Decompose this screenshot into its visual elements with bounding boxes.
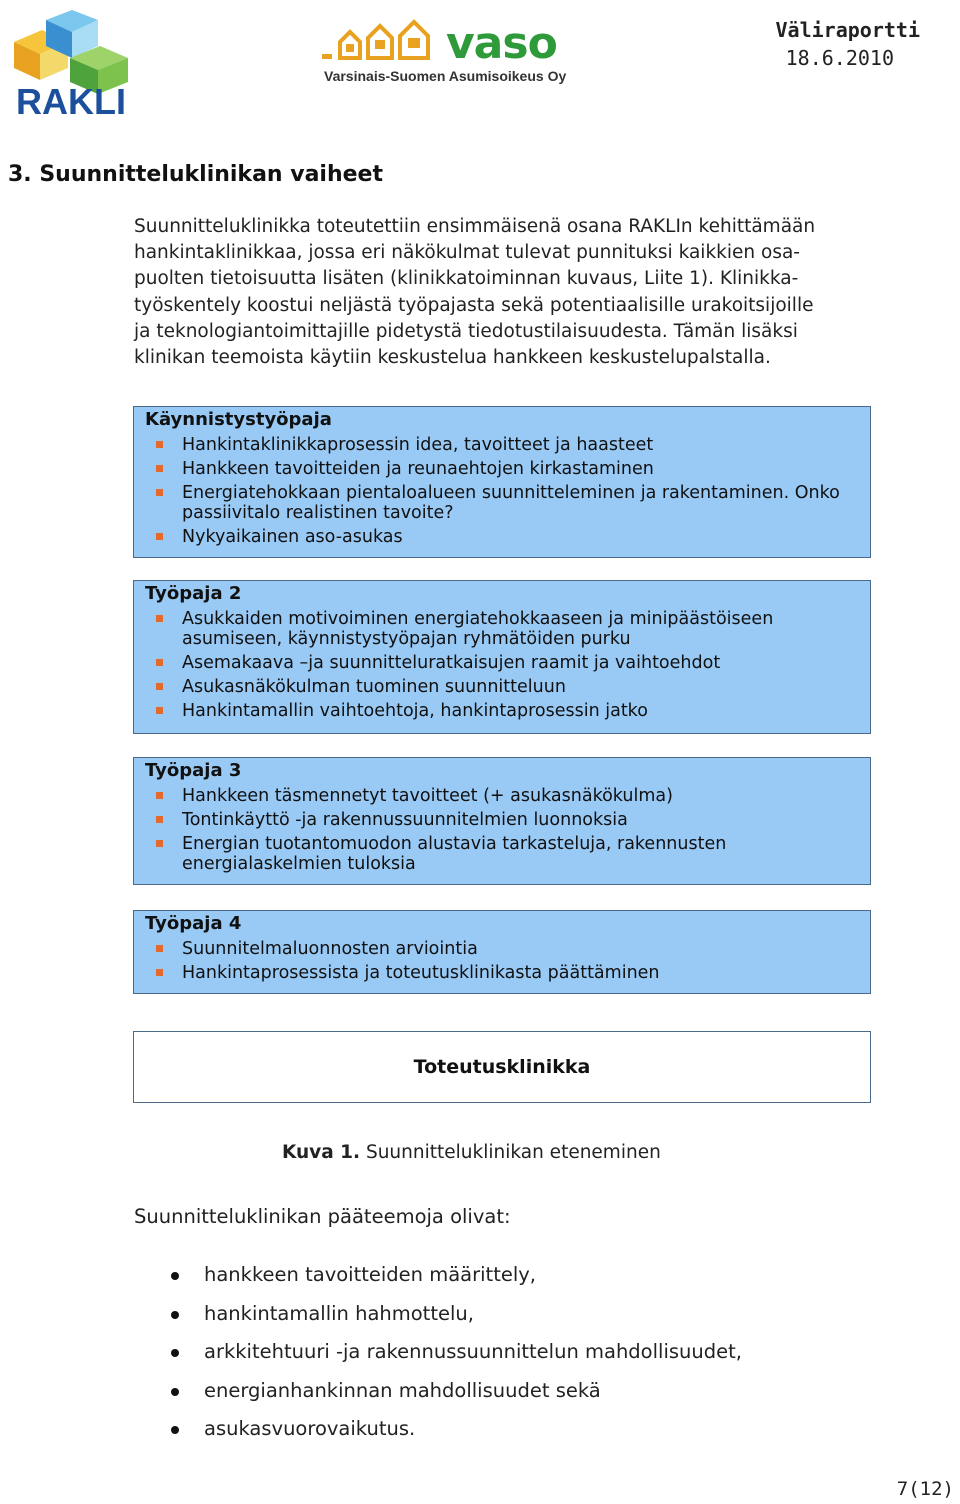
bullet-dot-icon — [171, 1349, 179, 1357]
box-item: Asemakaava –ja suunnitteluratkaisujen raamit ja vaihtoehdot — [156, 653, 856, 673]
box-item: Hankkeen tavoitteiden ja reunaehtojen kirkastaminen — [156, 459, 856, 479]
bullet-dot-icon — [171, 1272, 179, 1280]
square-bullet-icon — [156, 441, 163, 448]
square-bullet-icon — [156, 683, 163, 690]
bullet-dot-icon — [171, 1311, 179, 1319]
square-bullet-icon — [156, 969, 163, 976]
intro-line: työskentely koostui neljästä työpajasta sekä potentiaalisille urakoitsijoille — [134, 294, 814, 316]
square-bullet-icon — [156, 816, 163, 823]
implementation-clinic-label: Toteutusklinikka — [413, 1056, 591, 1078]
figure-caption — [282, 1142, 661, 1163]
box-title: Työpaja 4 — [145, 913, 242, 934]
implementation-clinic-box — [133, 1031, 871, 1103]
vaso-logo-text: vaso — [446, 18, 557, 69]
box-title: Työpaja 3 — [145, 760, 242, 781]
square-bullet-icon — [156, 659, 163, 666]
box-item: Energian tuotantomuodon alustavia tarkasteluja, rakennusten energialaskelmien tuloksia — [156, 834, 856, 874]
square-bullet-icon — [156, 615, 163, 622]
square-bullet-icon — [156, 840, 163, 847]
theme-item: hankkeen tavoitteiden määrittely, — [168, 1256, 742, 1295]
intro-line: klinikan teemoista käytiin keskustelua hankkeen keskustelupalstalla. — [134, 347, 771, 369]
vaso-logo — [318, 18, 598, 90]
themes-list — [168, 1256, 742, 1449]
square-bullet-icon — [156, 533, 163, 540]
square-bullet-icon — [156, 945, 163, 952]
report-date: 18.6.2010 — [785, 46, 894, 70]
box-item: Suunnitelmaluonnosten arviointia — [156, 939, 856, 959]
vaso-subtitle: Varsinais-Suomen Asumisoikeus Oy — [324, 68, 567, 84]
box-title: Työpaja 2 — [145, 583, 242, 604]
theme-item: hankintamallin hahmottelu, — [168, 1295, 742, 1334]
themes-intro: Suunnitteluklinikan pääteemoja olivat: — [134, 1205, 511, 1228]
box-item: Energiatehokkaan pientaloalueen suunnitteleminen ja rakentaminen. Onko passiivitalo realistinen tavoite? — [156, 483, 856, 523]
intro-line: hankintaklinikkaa, jossa eri näkökulmat tulevat punnituksi kaikkien osa- — [134, 242, 800, 264]
box-item: Asukasnäkökulman tuominen suunnitteluun — [156, 677, 856, 697]
workshop-box-3 — [133, 757, 871, 885]
box-item-list — [156, 939, 856, 987]
square-bullet-icon — [156, 465, 163, 472]
box-item: Asukkaiden motivoiminen energiatehokkaaseen ja minipäästöiseen asumiseen, käynnistystyöpajan ryhmätöiden purku — [156, 609, 856, 649]
square-bullet-icon — [156, 707, 163, 714]
box-item-list — [156, 786, 856, 878]
workshop-box-4 — [133, 910, 871, 994]
bullet-dot-icon — [171, 1388, 179, 1396]
bullet-dot-icon — [171, 1426, 179, 1434]
box-item: Hankintaprosessista ja toteutusklinikasta päättäminen — [156, 963, 856, 983]
square-bullet-icon — [156, 489, 163, 496]
theme-item: arkkitehtuuri -ja rakennussuunnittelun mahdollisuudet, — [168, 1333, 742, 1372]
intro-line: Suunnitteluklinikka toteutettiin ensimmäisenä osana RAKLIn kehittämään — [134, 216, 816, 237]
report-title: Väliraportti — [775, 18, 920, 42]
intro-line: puolten tietoisuutta lisäten (klinikkatoiminnan kuvaus, Liite 1). Klinikka- — [134, 268, 799, 290]
workshop-box-2 — [133, 580, 871, 734]
box-item: Nykyaikainen aso-asukas — [156, 527, 856, 547]
page-number: 7(12) — [896, 1478, 954, 1500]
theme-item: asukasvuorovaikutus. — [168, 1410, 742, 1449]
box-item: Hankintamallin vaihtoehtoja, hankintaprosessin jatko — [156, 701, 856, 721]
box-item-list — [156, 435, 856, 551]
caption-label: Kuva 1. — [282, 1142, 361, 1163]
intro-line: ja teknologiantoimittajille pidetystä tiedotustilaisuudesta. Tämän lisäksi — [134, 320, 798, 342]
box-item: Hankkeen täsmennetyt tavoitteet (+ asukasnäkökulma) — [156, 786, 856, 806]
workshop-box-kickoff — [133, 406, 871, 558]
box-item: Tontinkäyttö -ja rakennussuunnitelmien luonnoksia — [156, 810, 856, 830]
rakli-logo-text: RAKLI — [16, 81, 126, 118]
theme-item: energianhankinnan mahdollisuudet sekä — [168, 1372, 742, 1411]
intro-paragraph — [134, 214, 946, 371]
caption-text: Suunnitteluklinikan eteneminen — [360, 1142, 661, 1163]
rakli-logo — [6, 6, 132, 118]
box-title: Käynnistystyöpaja — [145, 409, 332, 430]
box-item: Hankintaklinikkaprosessin idea, tavoitteet ja haasteet — [156, 435, 856, 455]
square-bullet-icon — [156, 792, 163, 799]
section-heading: 3. Suunnitteluklinikan vaiheet — [8, 162, 383, 187]
box-item-list — [156, 609, 856, 725]
